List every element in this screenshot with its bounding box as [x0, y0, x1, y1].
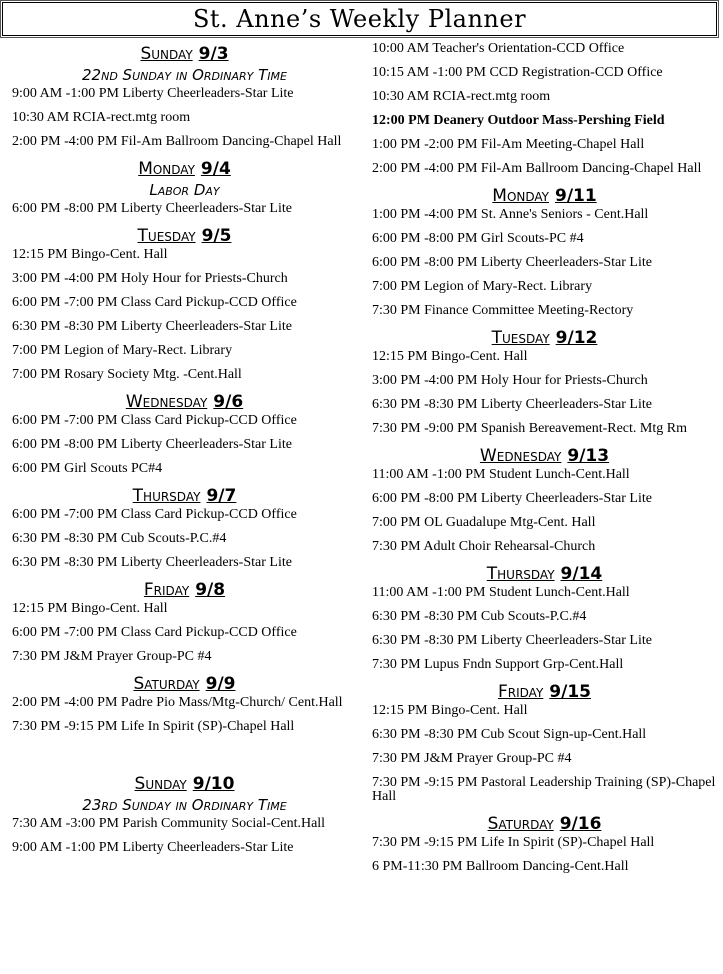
day-name: Tuesday [137, 226, 196, 246]
event-item: 6:00 PM -7:00 PM Class Card Pickup-CCD Office [12, 625, 297, 640]
day-name: Saturday [133, 674, 200, 694]
day-date: 9/11 [555, 186, 597, 206]
event-item: 6:00 PM -7:00 PM Class Card Pickup-CCD Office [12, 295, 297, 310]
event-item: 6:00 PM -8:00 PM Liberty Cheerleaders-Star Lite [12, 437, 292, 452]
event-item: 6 PM-11:30 PM Ballroom Dancing-Cent.Hall [372, 859, 629, 874]
event-item: 12:15 PM Bingo-Cent. Hall [12, 247, 168, 262]
day-section [372, 328, 717, 436]
event-item: 7:30 PM Lupus Fndn Support Grp-Cent.Hall [372, 657, 624, 672]
right-column [372, 42, 717, 884]
day-name: Monday [138, 159, 195, 179]
event-item: 6:00 PM -7:00 PM Class Card Pickup-CCD Office [12, 413, 297, 428]
day-date: 9/15 [549, 682, 591, 702]
day-date: 9/14 [560, 564, 603, 584]
event-item: 6:00 PM -8:00 PM Liberty Cheerleaders-Star Lite [372, 491, 652, 506]
event-item: 7:30 PM -9:00 PM Spanish Bereavement-Rect. Mtg Rm [372, 421, 687, 436]
day-header [12, 392, 357, 412]
day-section [12, 486, 357, 570]
day-name: Friday [498, 682, 544, 702]
event-item: 6:00 PM -7:00 PM Class Card Pickup-CCD Office [12, 507, 297, 522]
day-name: Wednesday [125, 392, 208, 412]
day-date: 9/5 [201, 226, 232, 246]
event-item: 7:00 PM Rosary Society Mtg. -Cent.Hall [12, 367, 242, 382]
day-section [12, 774, 357, 855]
event-item: 7:30 PM Adult Choir Rehearsal-Church [372, 539, 596, 554]
day-header [12, 674, 357, 694]
left-column [12, 40, 357, 865]
day-date: 9/9 [205, 674, 236, 694]
day-header [12, 44, 357, 64]
day-name: Friday [143, 580, 190, 600]
event-item: 6:00 PM Girl Scouts PC#4 [12, 461, 163, 476]
event-item: 6:30 PM -8:30 PM Liberty Cheerleaders-Star Lite [12, 555, 292, 570]
day-section [12, 44, 357, 149]
page-title: St. Anne’s Weekly Planner [192, 5, 527, 33]
day-section [12, 580, 357, 664]
event-item: 6:30 PM -8:30 PM Liberty Cheerleaders-Star Lite [372, 633, 652, 648]
day-name: Thursday [486, 564, 555, 584]
day-header [12, 774, 357, 794]
day-date: 9/6 [213, 392, 244, 412]
event-item: 6:30 PM -8:30 PM Cub Scouts-P.C.#4 [12, 531, 227, 546]
event-item: 3:00 PM -4:00 PM Holy Hour for Priests-Church [12, 271, 288, 286]
event-item: 6:00 PM -8:00 PM Liberty Cheerleaders-Star Lite [372, 255, 652, 270]
day-header [12, 159, 357, 179]
day-name: Wednesday [479, 446, 562, 466]
event-item: 2:00 PM -4:00 PM Fil-Am Ballroom Dancing-Chapel Hall [372, 161, 702, 176]
day-header [12, 580, 357, 600]
day-header [372, 186, 717, 206]
day-name: Sunday [140, 44, 193, 64]
event-item: 10:00 AM Teacher's Orientation-CCD Office [372, 41, 625, 56]
day-section [12, 226, 357, 382]
day-section [12, 392, 357, 476]
day-section [12, 159, 357, 216]
event-item: 6:00 PM -8:00 PM Liberty Cheerleaders-Star Lite [12, 201, 292, 216]
title-bar [2, 2, 717, 36]
liturgical-subtitle: 23rd Sunday in Ordinary Time [82, 796, 287, 814]
day-name: Saturday [487, 814, 554, 834]
event-item: 7:30 PM J&M Prayer Group-PC #4 [372, 751, 572, 766]
day-section [372, 564, 717, 672]
event-item: 7:30 PM -9:15 PM Life In Spirit (SP)-Chapel Hall [372, 835, 655, 850]
continued-sunday-events [372, 42, 717, 176]
event-item: 7:00 PM Legion of Mary-Rect. Library [372, 279, 593, 294]
day-name: Sunday [134, 774, 187, 794]
event-item: 7:30 AM -3:00 PM Parish Community Social-Cent.Hall [12, 816, 326, 831]
event-item: 12:00 PM Deanery Outdoor Mass-Pershing Field [372, 113, 665, 128]
event-item: 7:30 PM -9:15 PM Pastoral Leadership Training (SP)-Chapel Hall [372, 775, 716, 804]
event-item: 6:30 PM -8:30 PM Cub Scouts-P.C.#4 [372, 609, 587, 624]
event-item: 10:30 AM RCIA-rect.mtg room [372, 89, 551, 104]
day-name: Tuesday [491, 328, 550, 348]
liturgical-subtitle: Labor Day [149, 181, 220, 199]
event-item: 10:15 AM -1:00 PM CCD Registration-CCD Office [372, 65, 663, 80]
event-item: 6:00 PM -8:00 PM Girl Scouts-PC #4 [372, 231, 584, 246]
section-gap [12, 744, 357, 770]
day-date: 9/16 [559, 814, 602, 834]
day-section [12, 674, 357, 734]
day-date: 9/12 [555, 328, 598, 348]
event-item: 12:15 PM Bingo-Cent. Hall [372, 349, 528, 364]
event-item: 11:00 AM -1:00 PM Student Lunch-Cent.Hall [372, 585, 630, 600]
event-item: 2:00 PM -4:00 PM Fil-Am Ballroom Dancing-Chapel Hall [12, 134, 342, 149]
day-date: 9/3 [198, 44, 229, 64]
event-item: 12:15 PM Bingo-Cent. Hall [12, 601, 168, 616]
day-date: 9/8 [195, 580, 226, 600]
event-item: 3:00 PM -4:00 PM Holy Hour for Priests-Church [372, 373, 648, 388]
event-item: 6:30 PM -8:30 PM Liberty Cheerleaders-Star Lite [12, 319, 292, 334]
day-header [372, 446, 717, 466]
event-item: 9:00 AM -1:00 PM Liberty Cheerleaders-Star Lite [12, 86, 294, 101]
event-item: 2:00 PM -4:00 PM Padre Pio Mass/Mtg-Church/ Cent.Hall [12, 695, 343, 710]
day-section [372, 814, 717, 874]
event-item: 7:00 PM Legion of Mary-Rect. Library [12, 343, 233, 358]
event-item: 7:30 PM -9:15 PM Life In Spirit (SP)-Chapel Hall [12, 719, 295, 734]
event-item: 6:30 PM -8:30 PM Liberty Cheerleaders-Star Lite [372, 397, 652, 412]
day-section [372, 186, 717, 318]
day-header [372, 328, 717, 348]
event-item: 12:15 PM Bingo-Cent. Hall [372, 703, 528, 718]
day-date: 9/7 [206, 486, 237, 506]
day-date: 9/4 [200, 159, 231, 179]
day-date: 9/10 [192, 774, 235, 794]
event-item: 1:00 PM -2:00 PM Fil-Am Meeting-Chapel Hall [372, 137, 645, 152]
day-header [372, 564, 717, 584]
event-item: 9:00 AM -1:00 PM Liberty Cheerleaders-Star Lite [12, 840, 294, 855]
day-header [12, 486, 357, 506]
day-date: 9/13 [567, 446, 610, 466]
day-header [372, 814, 717, 834]
event-item: 7:30 PM J&M Prayer Group-PC #4 [12, 649, 212, 664]
day-header [12, 226, 357, 246]
day-section [372, 682, 717, 804]
day-header [372, 682, 717, 702]
event-item: 1:00 PM -4:00 PM St. Anne's Seniors - Cent.Hall [372, 207, 649, 222]
event-item: 10:30 AM RCIA-rect.mtg room [12, 110, 191, 125]
day-name: Thursday [132, 486, 201, 506]
event-item: 6:30 PM -8:30 PM Cub Scout Sign-up-Cent.Hall [372, 727, 647, 742]
day-name: Monday [492, 186, 550, 206]
event-item: 7:00 PM OL Guadalupe Mtg-Cent. Hall [372, 515, 596, 530]
event-item: 7:30 PM Finance Committee Meeting-Rectory [372, 303, 634, 318]
event-item: 11:00 AM -1:00 PM Student Lunch-Cent.Hall [372, 467, 630, 482]
day-section [372, 446, 717, 554]
liturgical-subtitle: 22nd Sunday in Ordinary Time [82, 66, 287, 84]
